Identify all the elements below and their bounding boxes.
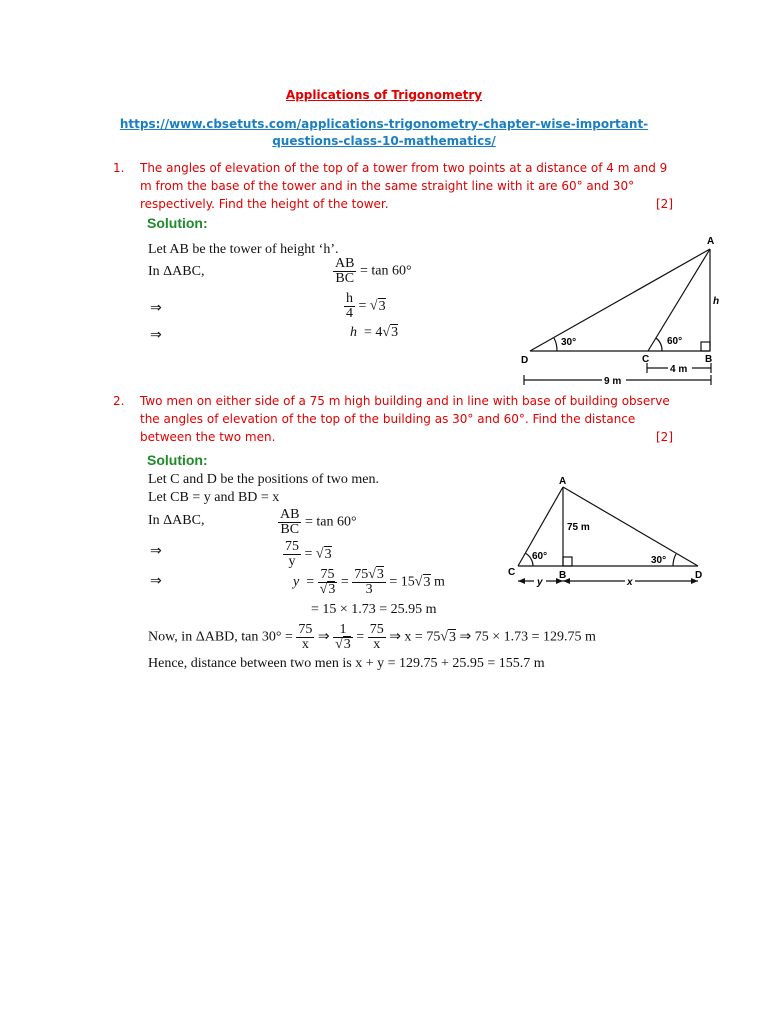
angle-C: 60°	[532, 551, 548, 562]
question-number: 2.	[113, 394, 125, 408]
equation-line: $\frac{75}{y}$ = √3	[285, 539, 332, 569]
fraction: $\frac{75}{y}$	[285, 539, 299, 569]
label-A: A	[707, 236, 715, 247]
solution-heading: Solution:	[147, 452, 208, 468]
fraction: $\frac{AB}{BC}$	[335, 256, 355, 286]
fraction: $\frac{75√3}{3}$	[354, 567, 384, 597]
implies-arrow: ⇒	[150, 301, 162, 316]
equation-line: h = 4√3	[350, 325, 399, 340]
label-D: D	[521, 355, 529, 366]
marks: [2]	[656, 430, 673, 444]
solution-line: In ΔABC,	[148, 264, 205, 279]
label-C: C	[508, 567, 516, 578]
figure-building	[505, 475, 715, 593]
label-B: B	[559, 570, 567, 581]
solution-line: Hence, distance between two men is x + y = 129.75 + 25.95 = 155.7 m	[148, 656, 545, 671]
equation-line: $\frac{h}{4}$ = √3	[346, 291, 386, 321]
label-height: 75 m	[567, 522, 590, 533]
solution-line: Let CB = y and BD = x	[148, 490, 280, 505]
fraction: $\frac{75}{√3}$	[319, 567, 336, 597]
solution-line: Let AB be the tower of height ‘h’.	[148, 242, 339, 257]
dist-DB: 9 m	[604, 376, 622, 387]
label-y: y	[537, 577, 543, 588]
equation-line: y = $\frac{75}{√3}$ = $\frac{75√3}{3}$ = 15√3 m	[293, 567, 445, 597]
implies-arrow: ⇒	[150, 574, 162, 589]
angle-D: 30°	[561, 337, 577, 348]
question-number: 1.	[113, 161, 125, 175]
implies-arrow: ⇒	[150, 328, 162, 343]
fraction: $\frac{1}{√3}$	[335, 622, 351, 652]
question-text	[140, 159, 673, 213]
equation-line: Now, in ΔABD, tan 30° = $\frac{75}{x}$ ⇒ $\frac{1}{√3}$ = $\frac{75}{x}$ ⇒ x = 75√3 ⇒ 75 × 1.73 = 129.75 m	[148, 622, 596, 652]
question-text-body: Two men on either side of a 75 m high building and in line with base of building observe the angles of elevation of the top of the building as 30° and 60°. Find the distance between the two men.	[140, 394, 670, 444]
dist-CB: 4 m	[670, 364, 688, 375]
fraction: $\frac{AB}{BC}$	[280, 507, 300, 537]
angle-C: 60°	[667, 336, 683, 347]
label-C: C	[642, 354, 650, 365]
document-title: Applications of Trigonometry	[285, 88, 483, 102]
question-2	[113, 392, 673, 446]
solution-heading: Solution:	[147, 215, 208, 231]
source-link[interactable]: https://www.cbsetuts.com/applications-trigonometry-chapter-wise-important-questions-class-10-mathematics/	[119, 117, 649, 148]
equation-line: = 15 × 1.73 = 25.95 m	[311, 602, 437, 617]
fraction: $\frac{75}{x}$	[369, 622, 384, 652]
marks: [2]	[656, 197, 673, 211]
equation-line: $\frac{AB}{BC}$ = tan 60°	[335, 256, 412, 286]
implies-arrow: ⇒	[150, 544, 162, 559]
label-x: x	[627, 577, 633, 588]
equation-line: $\frac{AB}{BC}$ = tan 60°	[280, 507, 357, 537]
label-h: h	[713, 296, 720, 307]
question-text-body: The angles of elevation of the top of a tower from two points at a distance of 4 m and 9 m from the base of the tower and in the same straight line with it are 60° and 30° respectively. Find the height of the tower.	[140, 161, 668, 211]
question-text	[140, 392, 673, 446]
figure-tower	[510, 232, 730, 392]
label-A: A	[559, 476, 567, 487]
angle-D: 30°	[651, 555, 667, 566]
label-B: B	[705, 354, 713, 365]
fraction: $\frac{h}{4}$	[346, 291, 353, 321]
label-D: D	[695, 570, 703, 581]
solution-line: Let C and D be the positions of two men.	[148, 472, 379, 487]
solution-line: In ΔABC,	[148, 513, 205, 528]
fraction: $\frac{75}{x}$	[298, 622, 313, 652]
question-1	[113, 159, 673, 213]
